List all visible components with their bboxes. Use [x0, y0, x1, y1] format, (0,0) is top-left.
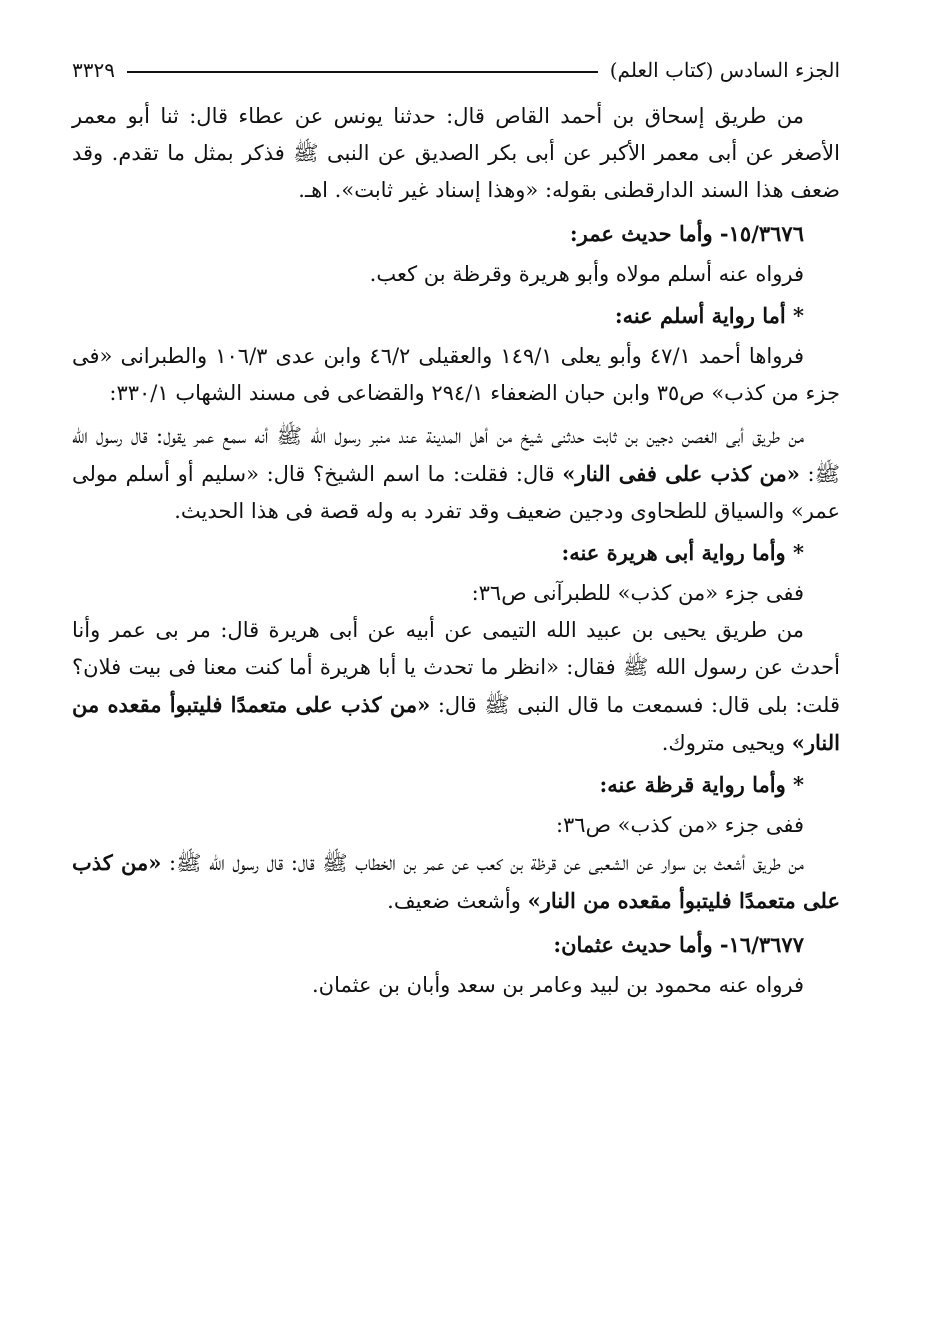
hadith-heading-umar: ١٥/٣٦٧٦- وأما حديث عمر:: [569, 221, 804, 246]
header-title: الجزء السادس (كتاب العلم): [609, 58, 840, 82]
paragraph-narrators-uthman: فرواه عنه محمود بن لبيد وعامر بن سعد وأبان بن عثمان.: [311, 973, 804, 997]
paragraph-isnad-abu-hurayra: [72, 612, 840, 762]
hadith-heading-uthman: ١٦/٣٦٧٧- وأما حديث عثمان:: [553, 932, 804, 957]
subheading-qurza: * وأما رواية قرظة عنه:: [599, 772, 804, 797]
page-number: ٣٣٢٩: [72, 58, 115, 82]
paragraph-narrators-umar: فرواه عنه أسلم مولاه وأبو هريرة وقرظة بن كعب.: [369, 262, 804, 286]
text-segment: وأشعث ضعيف.: [387, 889, 528, 913]
hadith-text: «من كذب على متعمدًا فليتبوأ مقعده من النار»: [72, 850, 840, 913]
text-segment: من طريق أبى الغصن دجين بن ثابت حدثنى شيخ من أهل المدينة عند منبر رسول الله ﷺ أنه سمع عمر يقول: قال رسول الله ﷺ:: [72, 424, 840, 486]
header-rule: [127, 71, 598, 73]
text-segment: من طريق أشعث بن سوار عن الشعبى عن قرظة بن كعب عن عمر بن الخطاب ﷺ قال: قال رسول الله ﷺ:: [161, 851, 804, 875]
hadith-text: «من كذب على متعمدًا فليتبوأ مقعده من النار»: [72, 692, 840, 755]
hadith-text: «من كذب على ففى النار»: [562, 461, 800, 486]
subheading-abu-hurayra: * وأما رواية أبى هريرة عنه:: [561, 540, 804, 565]
subheading-aslam: * أما رواية أسلم عنه:: [614, 303, 804, 328]
page-body: [72, 98, 840, 1004]
page: [72, 48, 840, 1004]
paragraph-source-abu-hurayra: ففى جزء «من كذب» للطبرآنى ص٣٦:: [471, 581, 804, 605]
text-segment: من طريق يحيى بن عبيد الله التيمى عن أبيه عن أبى هريرة قال: مر بى عمر وأنا أحدث عن رسول الله ﷺ فقال: «انظر ما تحدث يا أبا هريرة أما كنت معنا فى بيت فلان؟ قلت: بلى قال: فسمعت ما قال النبى ﷺ قال:: [72, 618, 841, 717]
text-segment: قال: فقلت: ما اسم الشيخ؟ قال: «سليم أو أسلم مولى عمر» والسياق للطحاوى ودجين ضعيف وقد تفرد به وله قصة فى هذا الحديث.: [72, 462, 840, 523]
text-segment: ويحيى متروك.: [661, 731, 792, 755]
paragraph-isnad-qurza: [72, 844, 840, 920]
paragraph-source-qurza: ففى جزء «من كذب» ص٣٦:: [555, 813, 804, 837]
paragraph-isnad-aslam: [72, 418, 840, 530]
paragraph-sources-aslam: فرواها أحمد ٤٧/١ وأبو يعلى ١٤٩/١ والعقيلى ٤٦/٢ وابن عدى ١٠٦/٣ والطبرانى «فى جزء من كذب» ص٣٥ وابن حبان الضعفاء ٢٩٤/١ والقضاعى فى مسند الشهاب ٣٣٠/١:: [72, 344, 840, 405]
running-header: [72, 48, 840, 92]
paragraph-isnad-1: من طريق إسحاق بن أحمد القاص قال: حدثنا يونس عن عطاء قال: ثنا أبو معمر الأصغر عن أبى معمر الأكبر عن أبى بكر الصديق عن النبى ﷺ فذكر بمثل ما تقدم. وقد ضعف هذا السند الدارقطنى بقوله: «وهذا إسناد غير ثابت». اهـ.: [72, 104, 840, 202]
